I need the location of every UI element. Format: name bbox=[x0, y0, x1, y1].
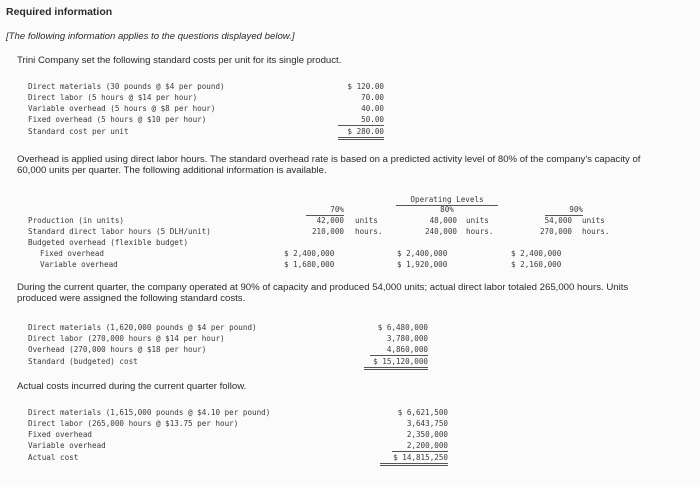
standard-cost-label: Fixed overhead (5 hours @ $10 per hour) bbox=[28, 115, 207, 124]
production-80: 48,000 bbox=[429, 216, 457, 225]
standard-cost-total-label: Standard cost per unit bbox=[28, 127, 129, 136]
standard-cost-amount: $ 120.00 bbox=[347, 82, 384, 91]
assigned-cost-label: Direct labor (270,000 hours @ $14 per hour) bbox=[28, 334, 225, 343]
actual-cost-amount: 3,643,750 bbox=[406, 419, 448, 428]
production-unit: units bbox=[355, 216, 378, 225]
assigned-cost-label: Direct materials (1,620,000 pounds @ $4 per pound) bbox=[28, 323, 257, 332]
standard-cost-label: Direct materials (30 pounds @ $4 per pound) bbox=[28, 82, 225, 91]
assigned-cost-amount: 4,860,000 bbox=[370, 344, 428, 356]
quarter-paragraph: During the current quarter, the company operated at 90% of capacity and produced 54,000 units; actual direct labor totaled 265,000 hours. Units produced were assigned the following standard costs. bbox=[17, 282, 629, 305]
standard-cost-label: Direct labor (5 hours @ $14 per hour) bbox=[28, 93, 198, 102]
variable-overhead-80: $ 1,920,000 bbox=[397, 260, 448, 269]
labor-hours-80: 240,000 bbox=[424, 227, 457, 236]
fixed-overhead-label: Fixed overhead bbox=[40, 249, 105, 258]
actual-cost-amount: $ 6,621,500 bbox=[397, 408, 448, 417]
actual-cost-amount: 2,200,000 bbox=[392, 440, 448, 452]
actual-cost-total-label: Actual cost bbox=[28, 453, 79, 462]
variable-overhead-70: $ 1,680,000 bbox=[284, 260, 335, 269]
actual-costs-heading: Actual costs incurred during the current quarter follow. bbox=[17, 381, 247, 392]
labor-hours-unit: hours. bbox=[466, 227, 494, 236]
level-70-header: 70% bbox=[306, 204, 344, 216]
labor-hours-unit: hours. bbox=[355, 227, 383, 236]
actual-cost-label: Direct labor (265,000 hours @ $13.75 per hour) bbox=[28, 419, 239, 428]
labor-hours-70: 210,000 bbox=[311, 227, 344, 236]
production-70: 42,000 bbox=[316, 216, 344, 225]
intro-text: Trini Company set the following standard costs per unit for its single product. bbox=[17, 55, 342, 66]
actual-cost-label: Variable overhead bbox=[28, 441, 106, 450]
assigned-cost-amount: 3,780,000 bbox=[386, 334, 428, 343]
overhead-paragraph: Overhead is applied using direct labor hours. The standard overhead rate is based on a predicted activity level of 80% of the company's capacity of 60,000 units per quarter. The following additional information is available. bbox=[17, 154, 641, 177]
standard-cost-label: Variable overhead (5 hours @ $8 per hour) bbox=[28, 104, 216, 113]
production-label: Production (in units) bbox=[28, 216, 125, 225]
fixed-overhead-90: $ 2,400,000 bbox=[511, 249, 562, 258]
production-unit: units bbox=[582, 216, 605, 225]
standard-cost-total-amount: $ 280.00 bbox=[338, 126, 384, 140]
standard-cost-amount: 40.00 bbox=[361, 104, 384, 113]
assigned-cost-label: Overhead (270,000 hours @ $18 per hour) bbox=[28, 345, 207, 354]
budgeted-overhead-label: Budgeted overhead (flexible budget) bbox=[28, 238, 189, 247]
actual-cost-amount: 2,350,000 bbox=[406, 430, 448, 439]
operating-levels-title: Operating Levels bbox=[396, 194, 498, 206]
variable-overhead-90: $ 2,160,000 bbox=[511, 260, 562, 269]
actual-cost-label: Fixed overhead bbox=[28, 430, 93, 439]
labor-hours-90: 270,000 bbox=[539, 227, 572, 236]
required-information-heading: Required information bbox=[6, 6, 113, 18]
production-90: 54,000 bbox=[544, 216, 572, 225]
assigned-cost-total-label: Standard (budgeted) cost bbox=[28, 357, 138, 366]
fixed-overhead-70: $ 2,400,000 bbox=[284, 249, 335, 258]
level-80-header: 80% bbox=[440, 205, 454, 214]
actual-cost-total-amount: $ 14,815,250 bbox=[380, 452, 448, 466]
actual-cost-label: Direct materials (1,615,000 pounds @ $4.10 per pound) bbox=[28, 408, 271, 417]
variable-overhead-label: Variable overhead bbox=[40, 260, 118, 269]
labor-hours-label: Standard direct labor hours (5 DLH/unit) bbox=[28, 227, 211, 236]
instruction-note: [The following information applies to the questions displayed below.] bbox=[6, 31, 295, 42]
standard-cost-amount: 50.00 bbox=[338, 114, 384, 126]
labor-hours-unit: hours. bbox=[582, 227, 610, 236]
standard-cost-amount: 70.00 bbox=[361, 93, 384, 102]
assigned-cost-total-amount: $ 15,120,000 bbox=[364, 356, 428, 370]
fixed-overhead-80: $ 2,400,000 bbox=[397, 249, 448, 258]
level-90-header: 90% bbox=[545, 204, 583, 216]
assigned-cost-amount: $ 6,480,000 bbox=[377, 323, 428, 332]
production-unit: units bbox=[466, 216, 489, 225]
